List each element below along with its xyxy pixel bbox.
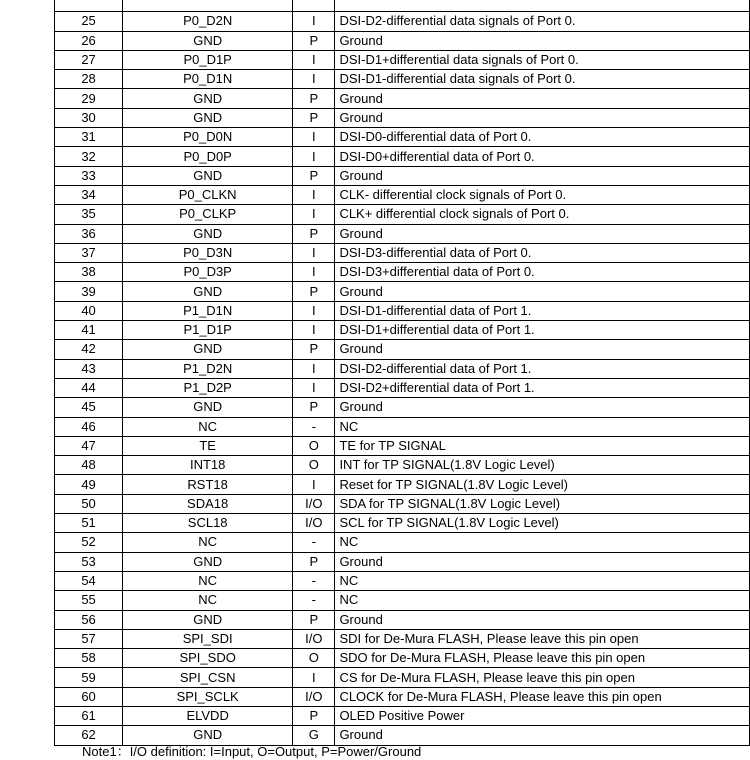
pin-description-cell: OLED Positive Power [335,706,750,725]
pin-description-cell: Ground [335,166,750,185]
pin-io-type-cell: P [293,166,335,185]
pin-io-type-cell: P [293,108,335,127]
pin-description-cell: Ground [335,224,750,243]
pin-io-type-cell: O [293,456,335,475]
pin-number-cell: 61 [55,706,123,725]
pin-number-cell: 42 [55,340,123,359]
table-row [55,475,750,494]
pin-number-cell: 25 [55,12,123,31]
pin-description-cell: DSI-D1-differential data of Port 1. [335,301,750,320]
pin-number-cell: 48 [55,456,123,475]
pin-io-type-cell: - [293,591,335,610]
pin-io-type-cell: P [293,224,335,243]
pin-number-cell: 43 [55,359,123,378]
partial-top-row [55,0,750,12]
pin-io-type-cell: G [293,726,335,745]
pin-io-type-cell: I [293,668,335,687]
pin-io-type-cell: I [293,70,335,89]
table-row [55,610,750,629]
pin-io-type-cell: - [293,533,335,552]
pin-number-cell: 28 [55,70,123,89]
pin-description-cell: Reset for TP SIGNAL(1.8V Logic Level) [335,475,750,494]
pin-io-type-cell: O [293,649,335,668]
pin-description-cell: NC [335,533,750,552]
pin-description-cell: TE for TP SIGNAL [335,436,750,455]
pin-number-cell: 49 [55,475,123,494]
pin-symbol-cell: GND [123,108,293,127]
pin-io-type-cell: P [293,398,335,417]
pin-io-type-cell: I [293,205,335,224]
pin-number-cell: 50 [55,494,123,513]
table-row [55,668,750,687]
pin-description-cell: INT for TP SIGNAL(1.8V Logic Level) [335,456,750,475]
table-row [55,436,750,455]
table-row [55,321,750,340]
pin-io-type-cell: I [293,12,335,31]
table-row [55,340,750,359]
pin-description-cell: Ground [335,31,750,50]
pin-symbol-cell: GND [123,398,293,417]
pin-symbol-cell: NC [123,571,293,590]
pin-number-cell: 30 [55,108,123,127]
table-row [55,89,750,108]
pin-number-cell: 45 [55,398,123,417]
table-row [55,12,750,31]
pin-io-type-cell: I [293,359,335,378]
table-row [55,552,750,571]
pin-description-cell: CLK+ differential clock signals of Port 0. [335,205,750,224]
pin-number-cell: 56 [55,610,123,629]
pin-description-cell: DSI-D2+differential data of Port 1. [335,378,750,397]
table-row [55,571,750,590]
partial-cell [335,0,750,12]
pin-number-cell: 26 [55,31,123,50]
pin-description-cell: DSI-D0-differential data of Port 0. [335,128,750,147]
pin-symbol-cell: INT18 [123,456,293,475]
pin-number-cell: 39 [55,282,123,301]
pin-symbol-cell: RST18 [123,475,293,494]
table-row [55,378,750,397]
pin-symbol-cell: GND [123,89,293,108]
pin-description-cell: CLK- differential clock signals of Port 0. [335,185,750,204]
table-row [55,629,750,648]
pin-io-type-cell: I [293,243,335,262]
pin-symbol-cell: P0_D0P [123,147,293,166]
pin-description-cell: DSI-D0+differential data of Port 0. [335,147,750,166]
pin-io-type-cell: - [293,571,335,590]
pin-io-type-cell: I/O [293,514,335,533]
table-row [55,185,750,204]
pin-number-cell: 60 [55,687,123,706]
table-row [55,417,750,436]
pin-symbol-cell: GND [123,726,293,745]
pin-symbol-cell: SPI_SDI [123,629,293,648]
pin-description-cell: Ground [335,552,750,571]
pin-description-cell: CLOCK for De-Mura FLASH, Please leave this pin open [335,687,750,706]
pin-description-cell: Ground [335,282,750,301]
pin-symbol-cell: P0_D2N [123,12,293,31]
table-row [55,263,750,282]
table-row [55,398,750,417]
pin-io-type-cell: I/O [293,494,335,513]
pin-description-cell: DSI-D1-differential data signals of Port 0. [335,70,750,89]
pin-number-cell: 33 [55,166,123,185]
pin-io-type-cell: I/O [293,629,335,648]
pin-symbol-cell: SPI_SDO [123,649,293,668]
partial-cell [293,0,335,12]
pin-number-cell: 29 [55,89,123,108]
table-row [55,687,750,706]
pin-number-cell: 40 [55,301,123,320]
pin-number-cell: 52 [55,533,123,552]
pin-description-cell: DSI-D1+differential data of Port 1. [335,321,750,340]
table-row [55,108,750,127]
table-row [55,224,750,243]
pin-description-cell: NC [335,417,750,436]
pin-description-cell: DSI-D2-differential data signals of Port 0. [335,12,750,31]
pin-description-cell: DSI-D2-differential data of Port 1. [335,359,750,378]
pin-description-cell: Ground [335,89,750,108]
pin-number-cell: 35 [55,205,123,224]
table-row [55,649,750,668]
pin-io-type-cell: I [293,321,335,340]
pin-symbol-cell: SCL18 [123,514,293,533]
pin-description-cell: DSI-D3-differential data of Port 0. [335,243,750,262]
pin-description-cell: SDA for TP SIGNAL(1.8V Logic Level) [335,494,750,513]
pin-symbol-cell: GND [123,31,293,50]
pin-number-cell: 44 [55,378,123,397]
pin-symbol-cell: GND [123,166,293,185]
pin-symbol-cell: P0_D3P [123,263,293,282]
pin-description-cell: NC [335,571,750,590]
table-row [55,533,750,552]
pin-number-cell: 55 [55,591,123,610]
pin-io-type-cell: I [293,185,335,204]
pin-number-cell: 54 [55,571,123,590]
table-row [55,147,750,166]
pin-io-type-cell: P [293,282,335,301]
pin-symbol-cell: P0_CLKN [123,185,293,204]
pin-io-type-cell: I [293,263,335,282]
pin-number-cell: 62 [55,726,123,745]
pin-description-cell: SDI for De-Mura FLASH, Please leave this pin open [335,629,750,648]
pin-symbol-cell: TE [123,436,293,455]
pin-symbol-cell: SPI_CSN [123,668,293,687]
pin-symbol-cell: P1_D1N [123,301,293,320]
pin-symbol-cell: P1_D1P [123,321,293,340]
table-row [55,359,750,378]
table-row [55,494,750,513]
pin-symbol-cell: P1_D2P [123,378,293,397]
pin-io-type-cell: P [293,89,335,108]
pin-symbol-cell: P0_CLKP [123,205,293,224]
pin-symbol-cell: NC [123,533,293,552]
pin-symbol-cell: GND [123,282,293,301]
pin-number-cell: 41 [55,321,123,340]
pin-description-cell: Ground [335,340,750,359]
pin-symbol-cell: P1_D2N [123,359,293,378]
pin-symbol-cell: GND [123,340,293,359]
pin-description-cell: CS for De-Mura FLASH, Please leave this pin open [335,668,750,687]
pin-number-cell: 36 [55,224,123,243]
pin-io-type-cell: P [293,706,335,725]
table-row [55,205,750,224]
pin-number-cell: 51 [55,514,123,533]
pin-number-cell: 38 [55,263,123,282]
pin-definition-table [54,0,750,746]
pin-io-type-cell: I [293,378,335,397]
pin-symbol-cell: NC [123,417,293,436]
pin-symbol-cell: P0_D0N [123,128,293,147]
table-row [55,31,750,50]
pin-symbol-cell: SPI_SCLK [123,687,293,706]
pin-description-cell: SDO for De-Mura FLASH, Please leave this pin open [335,649,750,668]
table-row [55,514,750,533]
table-row [55,706,750,725]
pin-number-cell: 53 [55,552,123,571]
pin-number-cell: 46 [55,417,123,436]
pin-io-type-cell: P [293,552,335,571]
table-row [55,591,750,610]
pin-table-body [55,0,750,745]
pin-description-cell: DSI-D1+differential data signals of Port 0. [335,50,750,69]
pin-io-type-cell: I [293,301,335,320]
table-row [55,456,750,475]
table-row [55,50,750,69]
pin-description-cell: Ground [335,398,750,417]
pin-io-type-cell: I [293,128,335,147]
pin-number-cell: 32 [55,147,123,166]
io-definition-note: Note1：I/O definition: I=Input, O=Output, P=Power/Ground [82,744,422,759]
pin-symbol-cell: NC [123,591,293,610]
pin-number-cell: 57 [55,629,123,648]
pin-io-type-cell: P [293,340,335,359]
pin-symbol-cell: GND [123,552,293,571]
pin-symbol-cell: GND [123,610,293,629]
table-row [55,166,750,185]
pin-number-cell: 59 [55,668,123,687]
pin-description-cell: Ground [335,610,750,629]
pin-symbol-cell: ELVDD [123,706,293,725]
pin-io-type-cell: I/O [293,687,335,706]
pin-description-cell: DSI-D3+differential data of Port 0. [335,263,750,282]
pin-io-type-cell: I [293,475,335,494]
pin-description-cell: SCL for TP SIGNAL(1.8V Logic Level) [335,514,750,533]
pin-io-type-cell: I [293,147,335,166]
pin-symbol-cell: GND [123,224,293,243]
pin-io-type-cell: P [293,31,335,50]
table-row [55,243,750,262]
table-row [55,282,750,301]
pin-io-type-cell: - [293,417,335,436]
table-row [55,301,750,320]
pin-io-type-cell: P [293,610,335,629]
pin-symbol-cell: P0_D1P [123,50,293,69]
pin-io-type-cell: O [293,436,335,455]
pin-description-cell: Ground [335,726,750,745]
pin-number-cell: 31 [55,128,123,147]
pin-io-type-cell: I [293,50,335,69]
partial-cell [123,0,293,12]
pin-number-cell: 58 [55,649,123,668]
partial-cell [55,0,123,12]
table-row [55,70,750,89]
pin-number-cell: 37 [55,243,123,262]
pin-number-cell: 47 [55,436,123,455]
pin-symbol-cell: SDA18 [123,494,293,513]
pin-symbol-cell: P0_D3N [123,243,293,262]
pin-description-cell: NC [335,591,750,610]
table-row [55,128,750,147]
pin-description-cell: Ground [335,108,750,127]
pin-symbol-cell: P0_D1N [123,70,293,89]
pin-number-cell: 34 [55,185,123,204]
pin-number-cell: 27 [55,50,123,69]
